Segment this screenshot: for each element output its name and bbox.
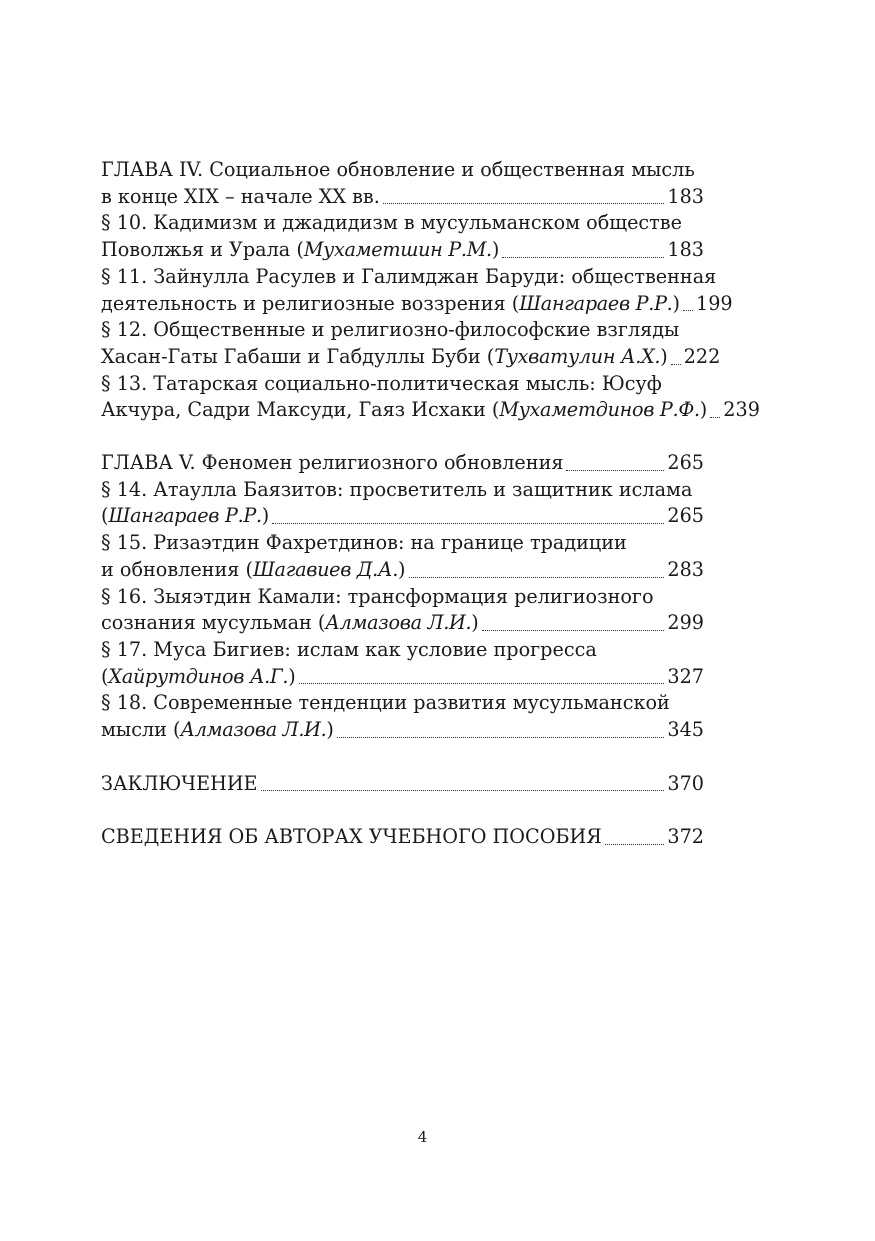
dot-leader <box>710 416 720 418</box>
toc-chapter-4-title: ГЛАВА IV. Социальное обновление и общественная мысль <box>101 158 695 181</box>
dot-leader <box>671 363 681 365</box>
spacer <box>101 424 704 450</box>
toc-section-subtitle: (Шангараев Р.Р.) <box>101 504 270 528</box>
toc-section-title: § 10. Кадимизм и джадидизм в мусульманском обществе <box>101 211 682 235</box>
toc-page-number: 327 <box>667 664 704 688</box>
toc-page-number: 345 <box>667 718 704 742</box>
toc-page-number: 299 <box>667 611 704 635</box>
toc-chapter-5[interactable] <box>101 450 704 477</box>
toc-chapter-4[interactable] <box>101 157 704 210</box>
toc-chapter-4-row <box>101 184 704 211</box>
page-number: 4 <box>417 1128 428 1146</box>
toc-author: Шангараев Р.Р. <box>108 504 262 528</box>
toc-section-subtitle: и обновления (Шагавиев Д.А.) <box>101 557 406 581</box>
dot-leader <box>272 522 664 524</box>
dot-leader <box>409 576 665 578</box>
dot-leader <box>683 309 693 311</box>
toc-chapter-5-row <box>101 450 704 477</box>
toc-author: Мухаметдинов Р.Ф. <box>499 398 700 422</box>
toc-section-subtitle: мысли (Алмазова Л.И.) <box>101 718 334 742</box>
toc-section-16[interactable] <box>101 584 704 637</box>
toc-section-row <box>101 237 704 264</box>
table-of-contents <box>101 157 760 851</box>
toc-section-title: § 16. Зыяэтдин Камали: трансформация религиозного <box>101 584 654 608</box>
toc-author: Тухватулин А.Х. <box>494 344 661 368</box>
toc-section-12[interactable] <box>101 317 721 370</box>
toc-conclusion-title: ЗАКЛЮЧЕНИЕ <box>101 771 258 795</box>
dot-leader <box>502 256 664 258</box>
toc-section-subtitle: (Хайрутдинов А.Г.) <box>101 664 296 688</box>
toc-section-title: § 11. Зайнулла Расулев и Галимджан Баруди: общественная <box>101 264 717 288</box>
dot-leader <box>383 202 665 204</box>
toc-page-number: 239 <box>723 398 760 422</box>
toc-section-15[interactable] <box>101 530 704 583</box>
dot-leader <box>605 843 665 845</box>
toc-section-title: § 13. Татарская социально-политическая мысль: Юсуф <box>101 371 662 395</box>
toc-section-17[interactable] <box>101 637 704 690</box>
toc-author: Алмазова Л.И. <box>180 718 327 742</box>
toc-section-row <box>101 397 760 424</box>
toc-page-number: 265 <box>667 504 704 528</box>
toc-chapter-4-subtitle: в конце XIX – начале XX вв. <box>101 184 380 208</box>
spacer <box>101 744 704 771</box>
toc-section-subtitle: Поволжья и Урала (Мухаметшин Р.М.) <box>101 238 500 262</box>
dot-leader <box>566 469 664 471</box>
toc-section-subtitle: сознания мусульман (Алмазова Л.И.) <box>101 611 479 635</box>
toc-conclusion[interactable] <box>101 771 704 798</box>
toc-section-subtitle: Хасан-Гаты Габаши и Габдуллы Буби (Тухватулин А.Х.) <box>101 344 668 368</box>
toc-authors-info-row <box>101 824 704 851</box>
toc-page-number: 372 <box>667 825 704 849</box>
toc-section-subtitle: Акчура, Садри Максуди, Гаяз Исхаки (Мухаметдинов Р.Ф.) <box>101 398 708 422</box>
toc-section-13[interactable] <box>101 371 760 424</box>
toc-section-18[interactable] <box>101 690 704 743</box>
toc-page-number: 183 <box>667 238 704 262</box>
toc-page-number: 283 <box>667 557 704 581</box>
toc-section-subtitle: деятельность и религиозные воззрения (Шангараев Р.Р.) <box>101 291 680 315</box>
toc-section-row <box>101 291 733 318</box>
toc-section-14[interactable] <box>101 477 704 530</box>
dot-leader <box>482 629 665 631</box>
toc-page-number: 199 <box>695 291 733 315</box>
toc-author: Шагавиев Д.А. <box>252 557 398 581</box>
toc-page-number: 265 <box>667 451 704 475</box>
toc-section-title: § 18. Современные тенденции развития мусульманской <box>101 691 670 715</box>
toc-section-10[interactable] <box>101 210 704 263</box>
toc-chapter-5-title: ГЛАВА V. Феномен религиозного обновления <box>101 451 564 475</box>
toc-author: Шангараев Р.Р. <box>519 291 673 315</box>
toc-section-row <box>101 664 704 691</box>
spacer <box>101 797 704 824</box>
toc-section-title: § 17. Муса Бигиев: ислам как условие прогресса <box>101 637 597 661</box>
toc-authors-info-title: СВЕДЕНИЯ ОБ АВТОРАХ УЧЕБНОГО ПОСОБИЯ <box>101 825 602 849</box>
toc-page-number: 222 <box>683 344 721 368</box>
toc-section-title: § 14. Атаулла Баязитов: просветитель и защитник ислама <box>101 477 693 501</box>
toc-section-title: § 15. Ризаэтдин Фахретдинов: на границе традиции <box>101 531 627 555</box>
toc-section-row <box>101 344 721 371</box>
dot-leader <box>261 789 665 791</box>
toc-authors-info[interactable] <box>101 824 704 851</box>
toc-author: Мухаметшин Р.М. <box>303 238 492 262</box>
toc-conclusion-row <box>101 771 704 798</box>
toc-section-11[interactable] <box>101 264 733 317</box>
toc-page-number: 183 <box>667 184 704 208</box>
toc-author: Хайрутдинов А.Г. <box>108 664 289 688</box>
dot-leader <box>337 736 664 738</box>
toc-section-row <box>101 610 704 637</box>
toc-section-row <box>101 557 704 584</box>
toc-author: Алмазова Л.И. <box>325 611 472 635</box>
dot-leader <box>299 682 665 684</box>
toc-section-row <box>101 717 704 744</box>
toc-section-row <box>101 503 704 530</box>
toc-section-title: § 12. Общественные и религиозно-философские взгляды <box>101 318 680 342</box>
toc-page-number: 370 <box>667 771 704 795</box>
